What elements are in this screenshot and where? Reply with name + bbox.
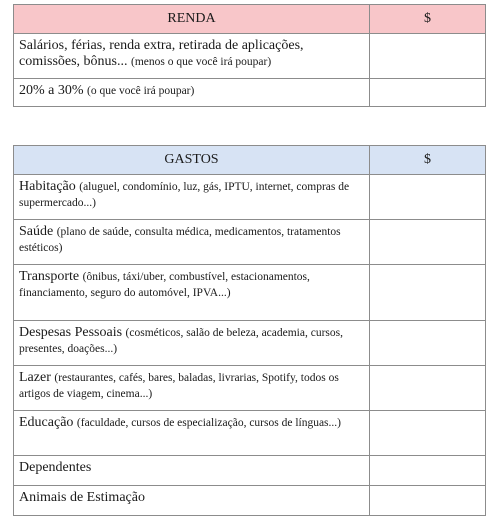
gastos-table [13,145,486,516]
renda-value-cell[interactable] [370,34,486,79]
table-row [14,265,486,321]
gastos-row-label [14,175,370,220]
row-main-text: Animais de Estimação [19,490,145,505]
row-main-text: Despesas Pessoais [19,325,123,340]
table-row [14,411,486,456]
renda-value-header: $ [370,5,486,34]
gastos-value-cell[interactable] [370,486,486,516]
row-sub-text: (menos o que você irá poupar) [131,56,272,68]
row-sub-text: (restaurantes, cafés, bares, baladas, livrarias, Spotify, todos os artigos de viagem, cinema...) [19,372,339,400]
row-sub-text: (ônibus, táxi/uber, combustível, estacionamentos, financiamento, seguro do automóvel, IPVA...) [19,271,310,299]
gastos-row-label [14,411,370,456]
gastos-value-cell[interactable] [370,321,486,366]
table-row [14,486,486,516]
gastos-row-label [14,486,370,516]
renda-value-cell[interactable] [370,79,486,107]
renda-row-label [14,34,370,79]
gastos-value-cell[interactable] [370,175,486,220]
gastos-value-cell[interactable] [370,456,486,486]
gastos-header: GASTOS [14,146,370,175]
row-main-text: Educação [19,415,74,430]
gastos-value-cell[interactable] [370,366,486,411]
row-main-text: Salários, férias, renda extra, retirada de aplicações, comissões, bônus... [19,38,304,69]
row-sub-text: (cosméticos, salão de beleza, academia, cursos, presentes, doações...) [19,327,343,355]
gastos-row-label [14,321,370,366]
table-row [14,456,486,486]
renda-row-label [14,79,370,107]
gastos-value-header: $ [370,146,486,175]
row-sub-text: (plano de saúde, consulta médica, medicamentos, tratamentos estéticos) [19,226,341,254]
row-sub-text: (faculdade, cursos de especialização, cursos de línguas...) [76,417,341,429]
gastos-row-label [14,366,370,411]
table-row [14,321,486,366]
table-row [14,366,486,411]
gastos-value-cell[interactable] [370,265,486,321]
table-row [14,220,486,265]
gastos-row-label [14,220,370,265]
renda-header-row [14,5,486,34]
row-main-text: Saúde [19,224,54,239]
renda-table [13,4,486,107]
row-sub-text: (o que você irá poupar) [87,85,195,97]
renda-header: RENDA [14,5,370,34]
table-row [14,79,486,107]
gastos-row-label [14,456,370,486]
gastos-value-cell[interactable] [370,411,486,456]
row-main-text: Dependentes [19,460,92,475]
row-sub-text: (aluguel, condomínio, luz, gás, IPTU, internet, compras de supermercado...) [19,181,350,209]
gastos-row-label [14,265,370,321]
table-row [14,34,486,79]
row-main-text: Habitação [19,179,76,194]
table-row [14,175,486,220]
gastos-header-row [14,146,486,175]
row-main-text: 20% a 30% [19,83,84,98]
row-main-text: Transporte [19,269,80,284]
row-main-text: Lazer [19,370,51,385]
gastos-value-cell[interactable] [370,220,486,265]
